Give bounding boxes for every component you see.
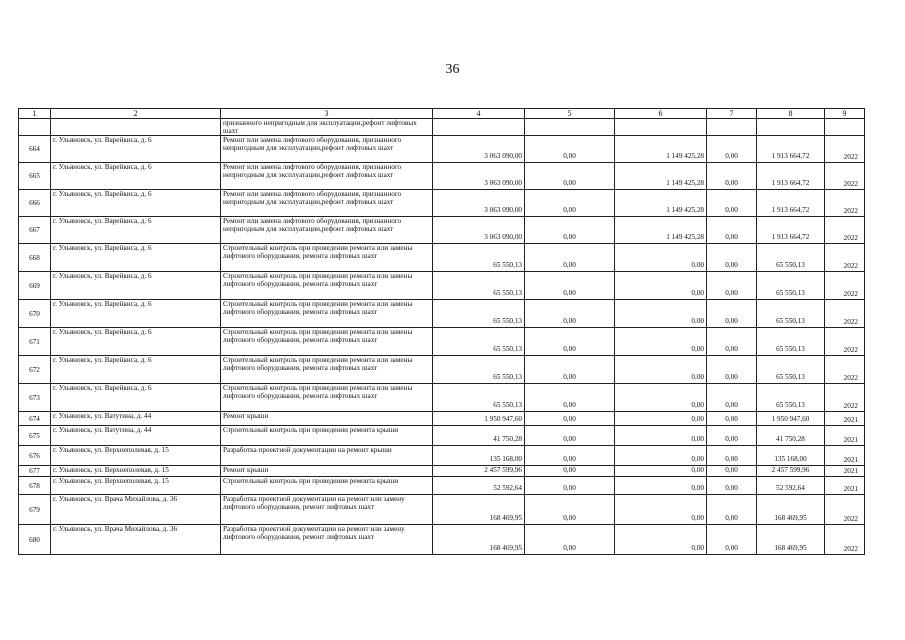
table-row [19, 300, 865, 328]
cell-col6: 1 149 425,28 [615, 190, 707, 217]
cell-num: 673 [19, 384, 51, 412]
cell-col8: 65 550,13 [757, 272, 825, 300]
cell-work: Ремонт или замена лифтового оборудования, признанного непригодным для эксплуатации,рефонт лифтовых шахт [221, 136, 433, 163]
cell-col4: 65 550,13 [433, 244, 525, 272]
header-col-9: 9 [825, 109, 865, 119]
table-row [19, 412, 865, 426]
cell-address: г. Ульяновск, ул. Ватутина, д. 44 [51, 412, 221, 426]
cell-col4: 1 950 947,60 [433, 412, 525, 426]
cell-num: 669 [19, 272, 51, 300]
cell-address: г. Ульяновск, ул. Варейкиса, д. 6 [51, 272, 221, 300]
program-table [18, 108, 865, 555]
cell-col8: 1 913 664,72 [757, 136, 825, 163]
header-col-4: 4 [433, 109, 525, 119]
cell-col7: 0,00 [707, 163, 757, 190]
cell-num: 671 [19, 328, 51, 356]
cell-work: Строительный контроль при проведении ремонта или замены лифтового оборудования, ремонта лифтовых шахт [221, 384, 433, 412]
cell-address: г. Ульяновск, ул. Варейкиса, д. 6 [51, 217, 221, 244]
cell-col4: 65 550,13 [433, 356, 525, 384]
cell-col7: 0,00 [707, 412, 757, 426]
cell-address: г. Ульяновск, ул. Варейкиса, д. 6 [51, 356, 221, 384]
cell-col9: 2022 [825, 328, 865, 356]
cell-work: признанного непригодным для эксплуатации,рефонт лифтовых шахт [221, 119, 433, 136]
cell-work: Строительный контроль при проведении ремонта или замены лифтового оборудования, ремонта лифтовых шахт [221, 300, 433, 328]
cell-col4: 168 469,95 [433, 495, 525, 525]
cell-col7: 0,00 [707, 495, 757, 525]
cell-col8: 2 457 599,96 [757, 466, 825, 477]
table-row [19, 163, 865, 190]
cell-col8: 1 913 664,72 [757, 163, 825, 190]
cell-address: г. Ульяновск, ул. Варейкиса, д. 6 [51, 328, 221, 356]
cell-col8 [757, 119, 825, 136]
header-col-1: 1 [19, 109, 51, 119]
cell-col5: 0,00 [525, 300, 615, 328]
header-col-6: 6 [615, 109, 707, 119]
table-row [19, 495, 865, 525]
table-row [19, 217, 865, 244]
cell-col6: 0,00 [615, 328, 707, 356]
cell-col7: 0,00 [707, 136, 757, 163]
cell-col9: 2021 [825, 466, 865, 477]
cell-col6: 0,00 [615, 446, 707, 466]
cell-col6: 0,00 [615, 466, 707, 477]
cell-col5 [525, 119, 615, 136]
cell-col9: 2022 [825, 163, 865, 190]
cell-col7: 0,00 [707, 356, 757, 384]
cell-col8: 52 592,64 [757, 477, 825, 495]
continuation-row [19, 119, 865, 136]
header-col-3: 3 [221, 109, 433, 119]
cell-num: 665 [19, 163, 51, 190]
cell-col7: 0,00 [707, 384, 757, 412]
cell-col8: 135 168,00 [757, 446, 825, 466]
cell-col4: 65 550,13 [433, 272, 525, 300]
cell-col4: 3 063 090,00 [433, 136, 525, 163]
cell-col4: 65 550,13 [433, 328, 525, 356]
cell-col5: 0,00 [525, 272, 615, 300]
cell-col9: 2022 [825, 244, 865, 272]
cell-col7: 0,00 [707, 426, 757, 446]
cell-work: Строительный контроль при проведении ремонта крыши [221, 426, 433, 446]
cell-address: г. Ульяновск, ул. Верхнеполевая, д. 15 [51, 446, 221, 466]
cell-col6: 0,00 [615, 384, 707, 412]
cell-col8: 65 550,13 [757, 300, 825, 328]
cell-col6 [615, 119, 707, 136]
cell-col6: 0,00 [615, 477, 707, 495]
cell-address: г. Ульяновск, ул. Верхнеполевая, д. 15 [51, 477, 221, 495]
cell-col6: 1 149 425,28 [615, 136, 707, 163]
cell-col6: 0,00 [615, 244, 707, 272]
cell-col8: 168 469,95 [757, 495, 825, 525]
cell-address: г. Ульяновск, ул. Варейкиса, д. 6 [51, 384, 221, 412]
cell-col8: 1 950 947,60 [757, 412, 825, 426]
cell-address: г. Ульяновск, ул. Врача Михайлова, д. 36 [51, 525, 221, 555]
cell-col5: 0,00 [525, 477, 615, 495]
cell-work: Разработка проектной документации на ремонт или замену лифтового оборудования, ремонт лифтовых шахт [221, 495, 433, 525]
cell-col6: 0,00 [615, 426, 707, 446]
cell-col4: 168 469,95 [433, 525, 525, 555]
cell-col6: 1 149 425,28 [615, 163, 707, 190]
cell-work: Ремонт или замена лифтового оборудования, признанного непригодным для эксплуатации,рефонт лифтовых шахт [221, 190, 433, 217]
cell-col8: 1 913 664,72 [757, 217, 825, 244]
cell-col7: 0,00 [707, 217, 757, 244]
cell-col8: 1 913 664,72 [757, 190, 825, 217]
cell-address: г. Ульяновск, ул. Варейкиса, д. 6 [51, 163, 221, 190]
cell-col6: 0,00 [615, 356, 707, 384]
cell-work: Строительный контроль при проведении ремонта или замены лифтового оборудования, ремонта лифтовых шахт [221, 272, 433, 300]
header-row [19, 109, 865, 119]
cell-work: Строительный контроль при проведении ремонта или замены лифтового оборудования, ремонта лифтовых шахт [221, 356, 433, 384]
cell-num: 679 [19, 495, 51, 525]
table-row [19, 136, 865, 163]
cell-address: г. Ульяновск, ул. Врача Михайлова, д. 36 [51, 495, 221, 525]
cell-col5: 0,00 [525, 244, 615, 272]
cell-work: Ремонт или замена лифтового оборудования, признанного непригодным для эксплуатации,рефонт лифтовых шахт [221, 163, 433, 190]
cell-col7: 0,00 [707, 525, 757, 555]
cell-col7 [707, 119, 757, 136]
cell-col7: 0,00 [707, 244, 757, 272]
cell-num [19, 119, 51, 136]
cell-col5: 0,00 [525, 446, 615, 466]
cell-col5: 0,00 [525, 495, 615, 525]
cell-work: Ремонт крыши [221, 412, 433, 426]
cell-address [51, 119, 221, 136]
header-col-5: 5 [525, 109, 615, 119]
cell-address: г. Ульяновск, ул. Ватутина, д. 44 [51, 426, 221, 446]
cell-work: Строительный контроль при проведении ремонта или замены лифтового оборудования, ремонта лифтовых шахт [221, 244, 433, 272]
cell-num: 675 [19, 426, 51, 446]
cell-col6: 0,00 [615, 495, 707, 525]
cell-col6: 0,00 [615, 272, 707, 300]
cell-col5: 0,00 [525, 328, 615, 356]
cell-col5: 0,00 [525, 466, 615, 477]
cell-col7: 0,00 [707, 190, 757, 217]
cell-col6: 0,00 [615, 525, 707, 555]
cell-col4 [433, 119, 525, 136]
cell-col7: 0,00 [707, 477, 757, 495]
table-row [19, 466, 865, 477]
cell-col4: 135 168,00 [433, 446, 525, 466]
cell-address: г. Ульяновск, ул. Варейкиса, д. 6 [51, 190, 221, 217]
cell-col5: 0,00 [525, 356, 615, 384]
cell-col5: 0,00 [525, 190, 615, 217]
table-row [19, 525, 865, 555]
cell-num: 680 [19, 525, 51, 555]
cell-col6: 0,00 [615, 300, 707, 328]
cell-col9: 2022 [825, 384, 865, 412]
cell-work: Ремонт или замена лифтового оборудования, признанного непригодным для эксплуатации,рефонт лифтовых шахт [221, 217, 433, 244]
cell-num: 672 [19, 356, 51, 384]
cell-col4: 41 750,28 [433, 426, 525, 446]
table-row [19, 477, 865, 495]
cell-col5: 0,00 [525, 525, 615, 555]
cell-col4: 3 063 090,00 [433, 217, 525, 244]
table-row [19, 356, 865, 384]
table-row [19, 426, 865, 446]
cell-work: Разработка проектной документации на ремонт или замену лифтового оборудования, ремонт лифтовых шахт [221, 525, 433, 555]
cell-col8: 168 469,95 [757, 525, 825, 555]
cell-num: 666 [19, 190, 51, 217]
cell-col7: 0,00 [707, 328, 757, 356]
cell-num: 664 [19, 136, 51, 163]
cell-col6: 0,00 [615, 412, 707, 426]
cell-col9: 2022 [825, 272, 865, 300]
table-row [19, 190, 865, 217]
cell-col5: 0,00 [525, 163, 615, 190]
cell-col9: 2022 [825, 190, 865, 217]
cell-num: 676 [19, 446, 51, 466]
cell-col4: 65 550,13 [433, 384, 525, 412]
cell-num: 670 [19, 300, 51, 328]
cell-col7: 0,00 [707, 466, 757, 477]
cell-col4: 52 592,64 [433, 477, 525, 495]
cell-col9: 2021 [825, 446, 865, 466]
cell-col8: 65 550,13 [757, 384, 825, 412]
table-row [19, 244, 865, 272]
cell-col8: 65 550,13 [757, 328, 825, 356]
cell-work: Строительный контроль при проведении ремонта или замены лифтового оборудования, ремонта лифтовых шахт [221, 328, 433, 356]
cell-col9: 2022 [825, 217, 865, 244]
page-number: 36 [445, 62, 460, 77]
header-col-2: 2 [51, 109, 221, 119]
cell-work: Разработка проектной документации на ремонт крыши [221, 446, 433, 466]
cell-col4: 65 550,13 [433, 300, 525, 328]
cell-address: г. Ульяновск, ул. Верхнеполевая, д. 15 [51, 466, 221, 477]
cell-col7: 0,00 [707, 272, 757, 300]
cell-col8: 65 550,13 [757, 244, 825, 272]
cell-col5: 0,00 [525, 217, 615, 244]
cell-col7: 0,00 [707, 300, 757, 328]
cell-col9: 2022 [825, 300, 865, 328]
cell-num: 667 [19, 217, 51, 244]
header-col-7: 7 [707, 109, 757, 119]
cell-col7: 0,00 [707, 446, 757, 466]
cell-col4: 2 457 599,96 [433, 466, 525, 477]
cell-col5: 0,00 [525, 136, 615, 163]
cell-col8: 65 550,13 [757, 356, 825, 384]
cell-col9: 2021 [825, 477, 865, 495]
cell-address: г. Ульяновск, ул. Варейкиса, д. 6 [51, 300, 221, 328]
cell-num: 677 [19, 466, 51, 477]
cell-col9: 2022 [825, 136, 865, 163]
cell-num: 674 [19, 412, 51, 426]
cell-col9: 2021 [825, 426, 865, 446]
cell-col8: 41 750,28 [757, 426, 825, 446]
cell-address: г. Ульяновск, ул. Варейкиса, д. 6 [51, 244, 221, 272]
cell-work: Ремонт крыши [221, 466, 433, 477]
cell-work: Строительный контроль при проведении ремонта крыши [221, 477, 433, 495]
table-row [19, 446, 865, 466]
cell-address: г. Ульяновск, ул. Варейкиса, д. 6 [51, 136, 221, 163]
cell-col9: 2022 [825, 495, 865, 525]
table-row [19, 384, 865, 412]
cell-col4: 3 063 090,00 [433, 163, 525, 190]
cell-num: 678 [19, 477, 51, 495]
table-row [19, 272, 865, 300]
cell-col9: 2022 [825, 356, 865, 384]
header-col-8: 8 [757, 109, 825, 119]
cell-col9: 2022 [825, 525, 865, 555]
cell-col5: 0,00 [525, 384, 615, 412]
cell-num: 668 [19, 244, 51, 272]
cell-col5: 0,00 [525, 426, 615, 446]
cell-col9: 2021 [825, 412, 865, 426]
table-row [19, 328, 865, 356]
cell-col4: 3 063 090,00 [433, 190, 525, 217]
cell-col6: 1 149 425,28 [615, 217, 707, 244]
cell-col5: 0,00 [525, 412, 615, 426]
cell-col9 [825, 119, 865, 136]
